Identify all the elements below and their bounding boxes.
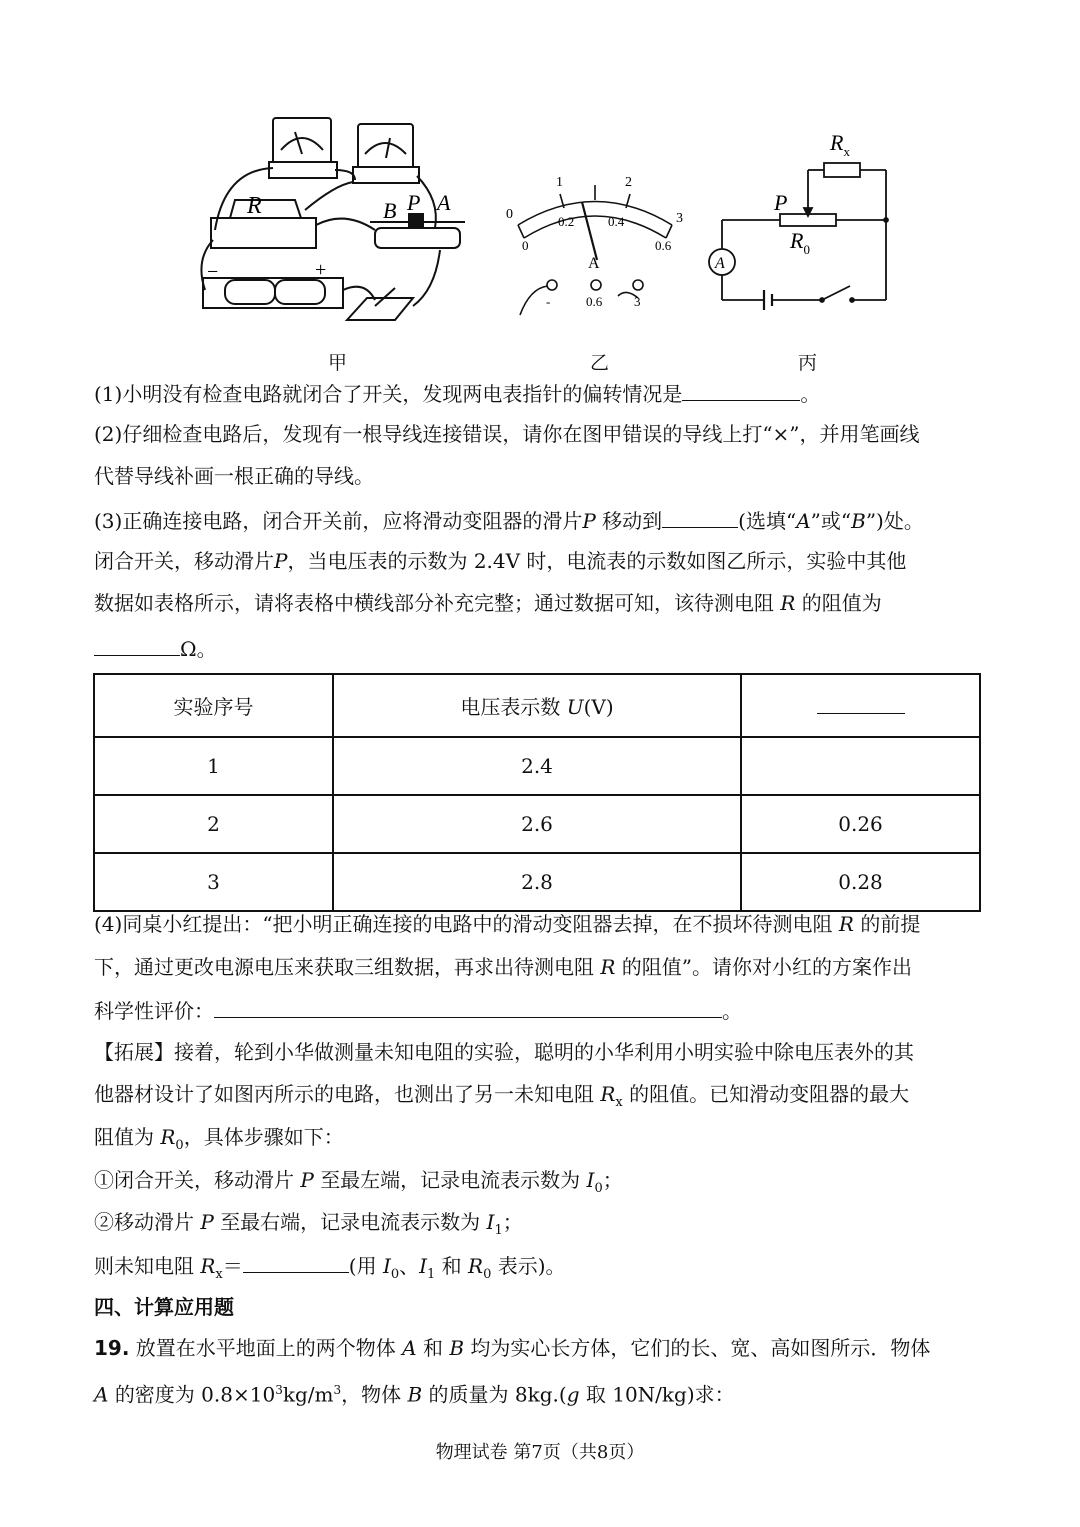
extension-final: 则未知电阻 $R_x=$ (用 $I_0$、$I_1$ 和 $R_0$ 表示)。 <box>94 1254 566 1282</box>
header-col1: 实验序号 <box>94 674 333 737</box>
question-2-line2: 代替导线补画一根正确的导线。 <box>94 464 374 488</box>
label-plus: + <box>315 259 327 281</box>
question-19-line1: 19. 放置在水平地面上的两个物体 A 和 B 均为实心长方体，它们的长、宽、高如图所示．物体 <box>94 1336 931 1360</box>
answer-blank-1[interactable] <box>682 380 800 401</box>
answer-blank-3b[interactable] <box>94 635 180 656</box>
label-B: B <box>383 198 397 223</box>
question-4-line2: 下，通过更改电源电压来获取三组数据，再求出待测电阻 R 的阻值”。请你对小红的方案作出 <box>94 955 913 979</box>
extension-line2: 他器材设计了如图丙所示的电路，也测出了另一未知电阻 $R_x$ 的阻值。已知滑动变阻器的最大 <box>94 1082 910 1110</box>
tick-top-3: 3 <box>676 211 683 226</box>
cell-n: 1 <box>94 737 333 795</box>
caption-yi: 乙 <box>590 352 610 374</box>
cell-i-blank[interactable] <box>741 737 980 795</box>
cell-i: 0.26 <box>741 795 980 853</box>
cell-n: 2 <box>94 795 333 853</box>
extension-line1: 【拓展】接着，轮到小华做测量未知电阻的实验，聪明的小华利用小明实验中除电压表外的其 <box>94 1040 914 1064</box>
caption-bing: 丙 <box>798 352 818 374</box>
cell-n: 3 <box>94 853 333 911</box>
extension-step2: ②移动滑片 P 至最右端，记录电流表示数为 $I_1$； <box>94 1210 523 1238</box>
question-3-line1: (3)正确连接电路，闭合开关前，应将滑动变阻器的滑片P 移动到 (选填“A”或“B”)处。 <box>94 509 924 533</box>
figure-bing-circuit <box>700 120 900 310</box>
cell-u: 2.6 <box>333 795 741 853</box>
answer-blank-ext[interactable] <box>243 1252 349 1273</box>
label-Rx: $R_x$ <box>830 130 850 159</box>
table-row <box>94 853 980 911</box>
question-3-line4: Ω。 <box>94 635 217 661</box>
table-row <box>94 737 980 795</box>
figure-yi-ammeter <box>500 170 700 320</box>
table-header-row <box>94 674 980 737</box>
tick-bottom-04: 0.4 <box>608 214 625 229</box>
answer-blank-3a[interactable] <box>662 507 738 528</box>
question-1: (1)小明没有检查电路就闭合了开关，发现两电表指针的偏转情况是 。 <box>94 382 821 406</box>
extension-line3: 阻值为 $R_0$，具体步骤如下： <box>94 1125 344 1153</box>
question-2-line1: (2)仔细检查电路后，发现有一根导线连接错误，请你在图甲错误的导线上打“×”，并用笔画线 <box>94 422 920 446</box>
tick-bottom-0: 0 <box>522 238 529 253</box>
page-footer: 物理试卷 第7页（共8页） <box>435 1442 645 1463</box>
caption-jia: 甲 <box>328 352 348 374</box>
label-minus: − <box>207 261 219 283</box>
cell-i: 0.28 <box>741 853 980 911</box>
terminal-06: 0.6 <box>586 294 603 309</box>
tick-bottom-02: 0.2 <box>558 214 575 229</box>
cell-u: 2.8 <box>333 853 741 911</box>
section-4-title: 四、计算应用题 <box>94 1295 234 1319</box>
header-col2: 电压表示数 U(V) <box>333 674 741 737</box>
label-A: A <box>437 190 451 215</box>
cell-u: 2.4 <box>333 737 741 795</box>
label-P-slider: P <box>774 190 788 215</box>
figure-jia-circuit <box>195 110 485 325</box>
ammeter-symbol: A <box>715 255 725 272</box>
question-19-line2: A 的密度为 $0.8\times 10^3kg/m^3$，物体 B 的质量为 8kg.(g 取 10N/kg)求： <box>94 1382 735 1407</box>
tick-top-0: 0 <box>506 207 513 222</box>
header-col3-blank[interactable] <box>741 674 980 737</box>
terminal-3: 3 <box>634 294 641 309</box>
tick-bottom-06: 0.6 <box>655 238 672 253</box>
tick-top-1: 1 <box>556 175 563 190</box>
question-4-line3: 科学性评价： 。 <box>94 999 742 1023</box>
label-R0: $R_0$ <box>790 228 810 257</box>
unit-A: A <box>588 255 600 272</box>
extension-step1: ①闭合开关，移动滑片 P 至最左端，记录电流表示数为 $I_0$； <box>94 1168 623 1196</box>
tick-top-2: 2 <box>625 175 632 190</box>
question-4-line1: (4)同桌小红提出：“把小明正确连接的电路中的滑动变阻器去掉，在不损坏待测电阻 R 的前提 <box>94 912 921 936</box>
terminal-minus: - <box>546 294 551 309</box>
question-3-line3: 数据如表格所示，请将表格中横线部分补充完整；通过数据可知，该待测电阻 R 的阻值为 <box>94 591 882 615</box>
data-table <box>93 673 981 912</box>
answer-blank-4[interactable] <box>214 997 722 1018</box>
label-R: R <box>247 193 262 219</box>
question-3-line2: 闭合开关，移动滑片P，当电压表的示数为 2.4V 时，电流表的示数如图乙所示，实验中其他 <box>94 549 907 573</box>
table-row <box>94 795 980 853</box>
label-P: P <box>407 190 421 215</box>
